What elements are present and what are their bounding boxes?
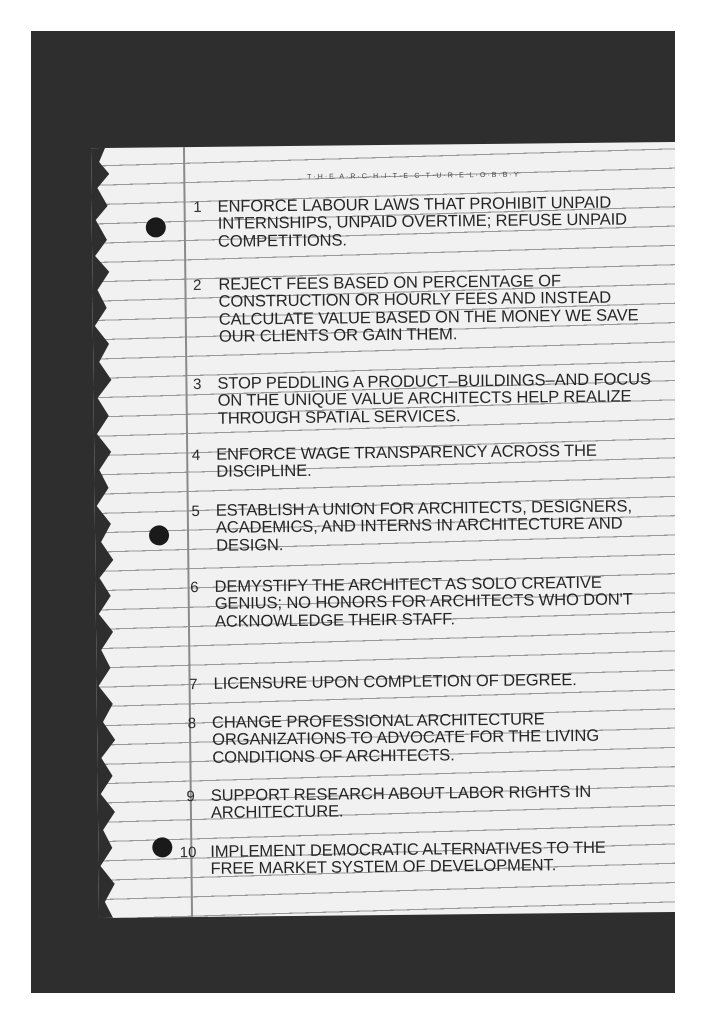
list-item — [94, 441, 675, 482]
photo-backdrop — [31, 31, 675, 993]
item-text: STOP PEDDLING A PRODUCT–BUILDINGS–AND FOCUS ON THE UNIQUE VALUE ARCHITECTS HELP REALIZE THROUGH SPATIAL SERVICES. — [217, 370, 651, 428]
item-number: 3 — [193, 375, 202, 394]
punch-hole — [146, 217, 166, 237]
list-item — [95, 497, 675, 555]
item-number: 9 — [186, 788, 195, 806]
list-item — [98, 782, 675, 823]
list-item — [96, 573, 675, 631]
item-number: 6 — [190, 578, 199, 597]
item-text: ENFORCE WAGE TRANSPARENCY ACROSS THE DISCIPLINE. — [216, 441, 597, 482]
item-text: IMPLEMENT DEMOCRATIC ALTERNATIVES TO THE FREE MARKET SYSTEM OF DEVELOPMENT. — [210, 838, 606, 879]
list-item — [93, 370, 675, 428]
list-item — [92, 193, 675, 251]
item-text: LICENSURE UPON COMPLETION OF DEGREE. — [213, 671, 577, 693]
list-item — [92, 272, 675, 346]
list-item — [98, 838, 675, 879]
list-item — [97, 671, 675, 694]
item-number: 10 — [179, 844, 197, 862]
list-item — [97, 710, 675, 767]
item-text: DEMYSTIFY THE ARCHITECT AS SOLO CREATIVE GENIUS; NO HONORS FOR ARCHITECTS WHO DON'T ACKNOWLEDGE THEIR STAFF. — [214, 573, 633, 631]
item-text: REJECT FEES BASED ON PERCENTAGE OF CONSTRUCTION OR HOURLY FEES AND INSTEAD CALCULATE VALUE BASED ON THE MONEY WE SAVE OUR CLIENTS OR GAIN THEM. — [218, 272, 639, 346]
item-number: 4 — [191, 446, 201, 465]
item-number: 8 — [187, 715, 197, 733]
item-text: ESTABLISH A UNION FOR ARCHITECTS, DESIGNERS, ACADEMICS, AND INTERNS IN ARCHITECTURE AND DESIGN. — [215, 497, 632, 555]
page-heading: T·H·E A·R·C·H·I·T·E·C·T·U·R·E L·O·B·B·Y — [307, 171, 521, 181]
notebook-page — [91, 142, 675, 918]
item-text: CHANGE PROFESSIONAL ARCHITECTURE ORGANIZATIONS TO ADVOCATE FOR THE LIVING CONDITIONS OF ARCHITECTS. — [211, 710, 600, 767]
torn-edge — [91, 148, 125, 918]
item-text: ENFORCE LABOUR LAWS THAT PROHIBIT UNPAID INTERNSHIPS, UNPAID OVERTIME; REFUSE UNPAID COMPETITIONS. — [217, 193, 628, 251]
item-text: SUPPORT RESEARCH ABOUT LABOR RIGHTS IN ARCHITECTURE. — [210, 782, 592, 823]
item-number: 1 — [193, 198, 202, 217]
item-number: 7 — [189, 675, 198, 694]
punch-hole — [149, 525, 169, 545]
item-number: 2 — [192, 276, 202, 295]
item-number: 5 — [191, 502, 200, 521]
